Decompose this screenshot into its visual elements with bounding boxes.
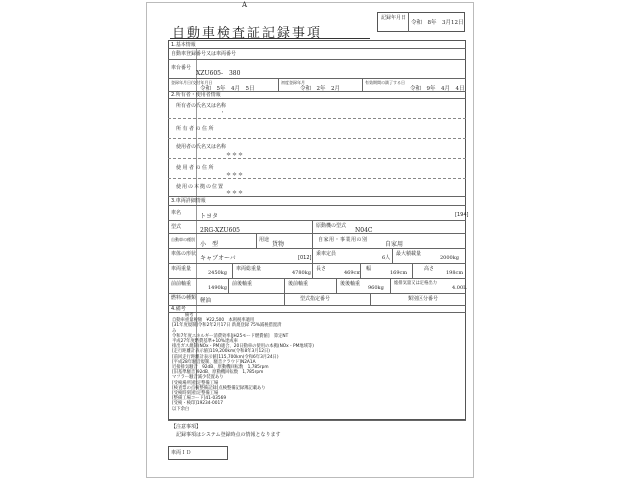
- vehicle-weight-label: 車両重量: [171, 266, 192, 272]
- rear-front-axle-label: 後前軸重: [288, 281, 309, 287]
- engine-value: N04C: [355, 227, 373, 234]
- section-4-label: 4.備考: [171, 306, 186, 312]
- displacement-value: 4.00L: [452, 285, 467, 291]
- body-shape-value: キャブオーバ: [200, 255, 236, 262]
- capacity-label: 乗車定員: [316, 251, 337, 257]
- user-name-label: 使用者の氏名又は名称: [176, 144, 227, 150]
- maker-value: トヨタ: [200, 213, 219, 220]
- owner-address-label: 所有者の住所: [176, 126, 216, 132]
- use-label: 用途: [259, 237, 270, 243]
- height-value: 198cm: [446, 270, 464, 276]
- length-label: 長さ: [316, 266, 327, 272]
- width-label: 幅: [366, 266, 372, 272]
- height-label: 高さ: [424, 266, 435, 272]
- use-value: 貨物: [272, 241, 285, 248]
- expiry-value: 令和 9年 4月 4日: [410, 86, 465, 92]
- vehicle-weight-value: 2450kg: [208, 270, 227, 276]
- initial-registration-label: 初度登録年月: [281, 80, 305, 85]
- purpose-value: 自家用: [385, 241, 404, 248]
- fuel-value: 軽油: [200, 298, 212, 304]
- owner-name-mark: ': [222, 111, 225, 117]
- type-designation-label: 型式指定番号: [300, 296, 331, 302]
- body-shape-label: 車体の形状: [171, 251, 197, 257]
- user-name-stars: ＊＊＊: [226, 152, 245, 158]
- max-load-value: 2000kg: [440, 255, 459, 261]
- top-letter: A: [242, 1, 248, 9]
- maker-label: 車名: [171, 210, 182, 216]
- vehicle-id-label: 車両ＩＤ: [171, 450, 192, 456]
- gross-weight-value: 4780kg: [292, 270, 311, 276]
- max-load-label: 最大積載量: [396, 251, 422, 257]
- displacement-label: 総排気量又は定格出力: [394, 281, 437, 286]
- section-1-label: 1.基本情報: [171, 42, 196, 48]
- body-shape-code: [012]: [298, 255, 312, 261]
- kind-label: 自動車の種別: [171, 237, 195, 242]
- kind-value: 小 型: [200, 241, 219, 248]
- first-registration-label: 登録年月日/交付年月日: [171, 80, 213, 85]
- notice-label: 【注意事項】: [171, 424, 202, 430]
- record-date-label: 記録年月日: [381, 15, 407, 21]
- maker-code: [194]: [455, 212, 469, 218]
- model-label: 型式: [171, 224, 182, 230]
- section-2-label: 2.所有者・使用者情報: [171, 92, 221, 98]
- first-registration-value: 令和 5年 4月 5日: [200, 86, 255, 92]
- rear-rear-axle-value: 960kg: [368, 285, 384, 291]
- chassis-value: XZU605- 380: [196, 70, 241, 77]
- section-3-label: 3.車両詳細情報: [171, 198, 206, 204]
- fuel-label: 燃料の種類: [171, 295, 197, 301]
- document-title: 自動車検査証記録事項: [172, 26, 323, 41]
- remarks-text: 備考 自動車重量税額 ¥22,500 本則税率適用 [31年度規制]令和2年2月17日 新規登録 75%減税措置済 み 令和7年度エネルギー消費効率[JH25モード燃費値] 算定NT 平成27年度燃費基準+10%達成車 排出ガス規制(NOx・PM)適合、20日動車の使用の本拠(NOx・PM地域等) [走行距離計表示値]119,200km(令和8年3月12日) [前回走行距離計表示値]115,700km(令和6年3月24日) [平成28年騒音規制、騒音クラウド]N2A1A 近接排気騒音 92dB、原動機回転数 1,785rpm [旧基準騒音]92dB、原動機回転数 1,785rpm マフラー騒音減少装置あり [受検場所]指定整備工場 [検査票の点検整備記録]点検整備記録簿記載あり [受検時刻]指定整備工場 [整備工場コード]41-03569 [受検・検印]19234-0017 以下余白: [172, 313, 314, 412]
- user-address-label: 使用者の住所: [176, 165, 216, 171]
- width-value: 169cm: [390, 270, 408, 276]
- record-date-value: 令和 8年 3月12日: [411, 20, 464, 26]
- engine-label: 原動機の型式: [316, 223, 347, 229]
- registration-number-label: 自動車登録番号又は車両番号: [171, 51, 237, 57]
- front-rear-axle-label: 前後軸重: [232, 281, 253, 287]
- expiry-label: 有効期間の満了する日: [365, 80, 405, 85]
- model-value: 2RG-XZU605: [200, 227, 241, 234]
- owner-name-label: 所有者の氏名又は名称: [176, 103, 227, 109]
- capacity-value: 6人: [382, 255, 391, 261]
- purpose-label: 自家用・事業用の別: [318, 237, 368, 243]
- rear-rear-axle-label: 後後軸重: [340, 281, 361, 287]
- user-address-stars: ＊＊＊: [226, 172, 245, 178]
- front-front-axle-value: 1490kg: [208, 285, 227, 291]
- classification-label: 類別区分番号: [408, 296, 439, 302]
- front-front-axle-label: 前前軸重: [171, 281, 192, 287]
- chassis-label: 車台番号: [171, 65, 192, 71]
- notice-text: 記録事項はシステム登録時点の情報となります: [176, 432, 281, 438]
- gross-weight-label: 車両総重量: [236, 266, 262, 272]
- base-location-stars: ＊＊＊: [226, 190, 245, 196]
- base-location-label: 使用の本拠の位置: [176, 184, 225, 190]
- length-value: 469cm: [344, 270, 362, 276]
- initial-registration-value: 令和 2年 2月: [300, 86, 340, 92]
